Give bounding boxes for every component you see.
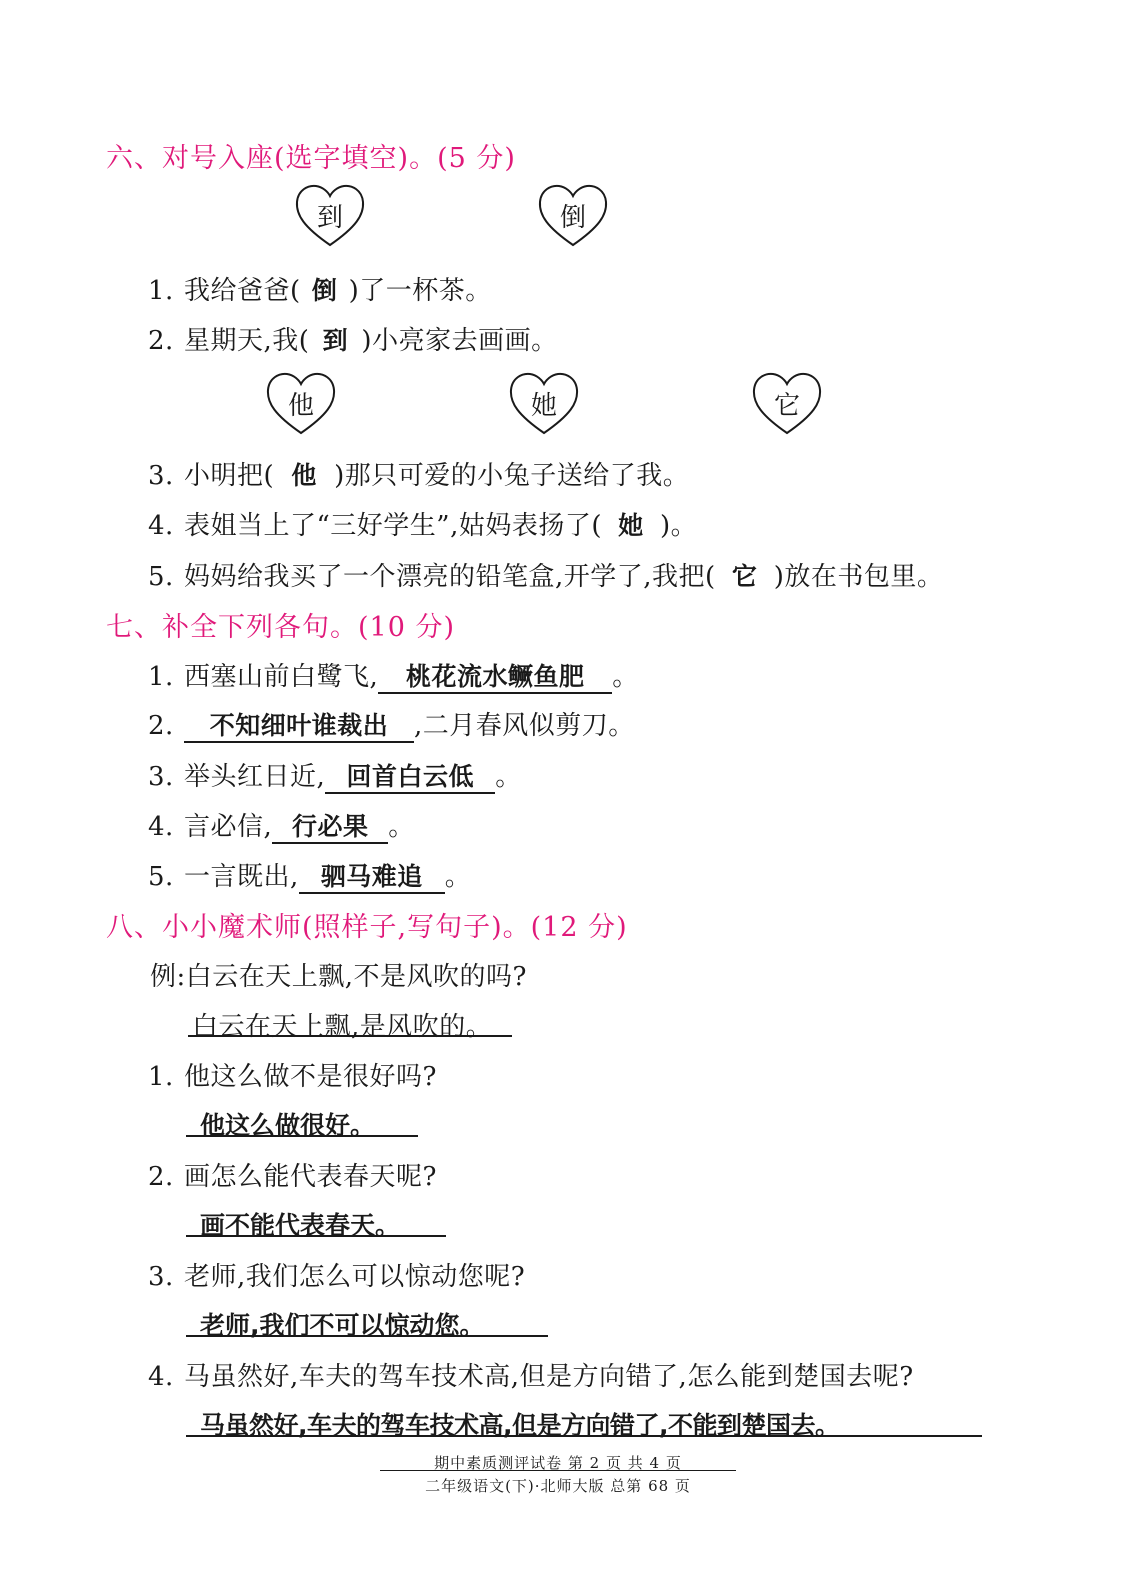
item-number: 2. [148, 711, 174, 741]
footer-line-2: 二年级语文(下)·北师大版 总第 68 页 [425, 1477, 691, 1495]
item-number: 4. [148, 812, 174, 842]
item-text: 。 [444, 862, 472, 892]
item-question: 马虽然好,车夫的驾车技术高,但是方向错了,怎么能到楚国去呢? [184, 1362, 914, 1392]
section-6-title: 六、对号入座(选字填空)。(5 分) [106, 143, 516, 174]
section-6-item-3 [148, 455, 689, 492]
item-number: 4. [148, 1362, 174, 1392]
example-answer-underline [188, 1035, 512, 1037]
section-7-item-4 [148, 806, 415, 844]
section-6-item-1 [148, 270, 492, 307]
answer-blank[interactable]: 回首白云低 [325, 762, 495, 794]
item-question: 他这么做不是很好吗? [184, 1062, 437, 1092]
answer-underline [186, 1235, 446, 1237]
item-number: 1. [148, 1062, 174, 1092]
answer-underline [186, 1435, 982, 1437]
section-6-item-5 [148, 556, 943, 593]
heart-char: 到 [316, 203, 343, 233]
item-number: 3. [148, 762, 174, 792]
answer-text[interactable]: 它 [731, 562, 758, 591]
item-text: 星期天,我( [184, 326, 310, 356]
item-text: 。 [388, 812, 415, 842]
heart-option-ta-he[interactable] [265, 371, 337, 437]
answer-text[interactable]: 她 [618, 511, 644, 540]
answer-text[interactable]: 到 [322, 326, 349, 355]
answer-blank[interactable]: 不知细叶谁裁出 [184, 711, 414, 743]
section-8-item-3 [148, 1256, 525, 1293]
item-question: 老师,我们怎么可以惊动您呢? [184, 1262, 526, 1292]
item-number: 3. [148, 461, 174, 491]
item-number: 4. [148, 511, 174, 541]
section-8-item-2 [148, 1156, 437, 1193]
section-7-title: 七、补全下列各句。(10 分) [106, 612, 456, 643]
answer-text[interactable]: 老师,我们不可以惊动您。 [200, 1311, 485, 1340]
section-8-title: 八、小小魔术师(照样子,写句子)。(12 分) [106, 912, 628, 943]
heart-option-dao4[interactable] [294, 183, 366, 249]
item-text: 妈妈给我买了一个漂亮的铅笔盒,开学了,我把( [184, 562, 716, 592]
item-text: 举头红日近, [184, 762, 326, 792]
heart-char: 倒 [559, 203, 586, 233]
item-text: )了一杯茶。 [348, 276, 492, 306]
answer-text[interactable]: 他 [291, 461, 317, 490]
section-8-item-1 [148, 1056, 437, 1093]
section-7-item-1 [148, 656, 639, 694]
answer-underline [186, 1135, 418, 1137]
answer-text[interactable]: 马虽然好,车夫的驾车技术高,但是方向错了,不能到楚国去。 [200, 1411, 840, 1440]
item-text: 小明把( [184, 461, 275, 491]
heart-char: 他 [287, 391, 314, 421]
section-6-item-2 [148, 320, 558, 357]
heart-option-dao3[interactable] [537, 183, 609, 249]
item-number: 1. [148, 662, 174, 692]
item-question: 画怎么能代表春天呢? [184, 1162, 437, 1192]
section-7-item-3 [148, 756, 522, 794]
heart-option-ta-it[interactable] [751, 371, 823, 437]
item-number: 5. [148, 562, 174, 592]
item-text: )那只可爱的小兔子送给了我。 [334, 461, 690, 491]
item-text: )小亮家去画画。 [361, 326, 558, 356]
item-text: 一言既出, [184, 862, 299, 892]
item-number: 1. [148, 276, 174, 306]
heart-char: 它 [773, 391, 800, 421]
answer-blank[interactable]: 行必果 [272, 812, 388, 844]
heart-option-ta-she[interactable] [508, 371, 580, 437]
section-7-item-5 [148, 856, 471, 894]
answer-text[interactable]: 他这么做很好。 [200, 1111, 376, 1140]
section-6-item-4 [148, 505, 697, 542]
item-text: 我给爸爸( [184, 276, 301, 306]
item-text: 言必信, [184, 812, 273, 842]
section-8-item-4 [148, 1356, 914, 1393]
answer-blank[interactable]: 桃花流水鳜鱼肥 [378, 662, 612, 694]
item-text: )。 [660, 511, 698, 541]
answer-text[interactable]: 画不能代表春天。 [200, 1211, 401, 1240]
item-text: ,二月春风似剪刀。 [414, 711, 635, 741]
item-text: 。 [612, 662, 639, 692]
example-answer: 白云在天上飘,是风吹的。 [192, 1012, 493, 1042]
item-text: 西塞山前白鹭飞, [184, 662, 379, 692]
item-number: 2. [148, 326, 174, 356]
item-text: )放在书包里。 [773, 562, 944, 592]
item-text: 。 [495, 762, 522, 792]
item-text: 表姐当上了“三好学生”,姑妈表扬了( [184, 511, 602, 541]
section-7-item-2 [148, 705, 635, 743]
item-number: 3. [148, 1262, 174, 1292]
footer-line-1: 期中素质测评试卷 第 2 页 共 4 页 [434, 1454, 682, 1472]
heart-char: 她 [530, 391, 557, 421]
answer-underline [186, 1335, 548, 1337]
footer-divider [380, 1470, 736, 1471]
answer-text[interactable]: 倒 [311, 276, 338, 305]
example-question: 例:白云在天上飘,不是风吹的吗? [150, 962, 527, 992]
item-number: 2. [148, 1162, 174, 1192]
answer-blank[interactable]: 驷马难追 [299, 862, 445, 894]
item-number: 5. [148, 862, 174, 892]
